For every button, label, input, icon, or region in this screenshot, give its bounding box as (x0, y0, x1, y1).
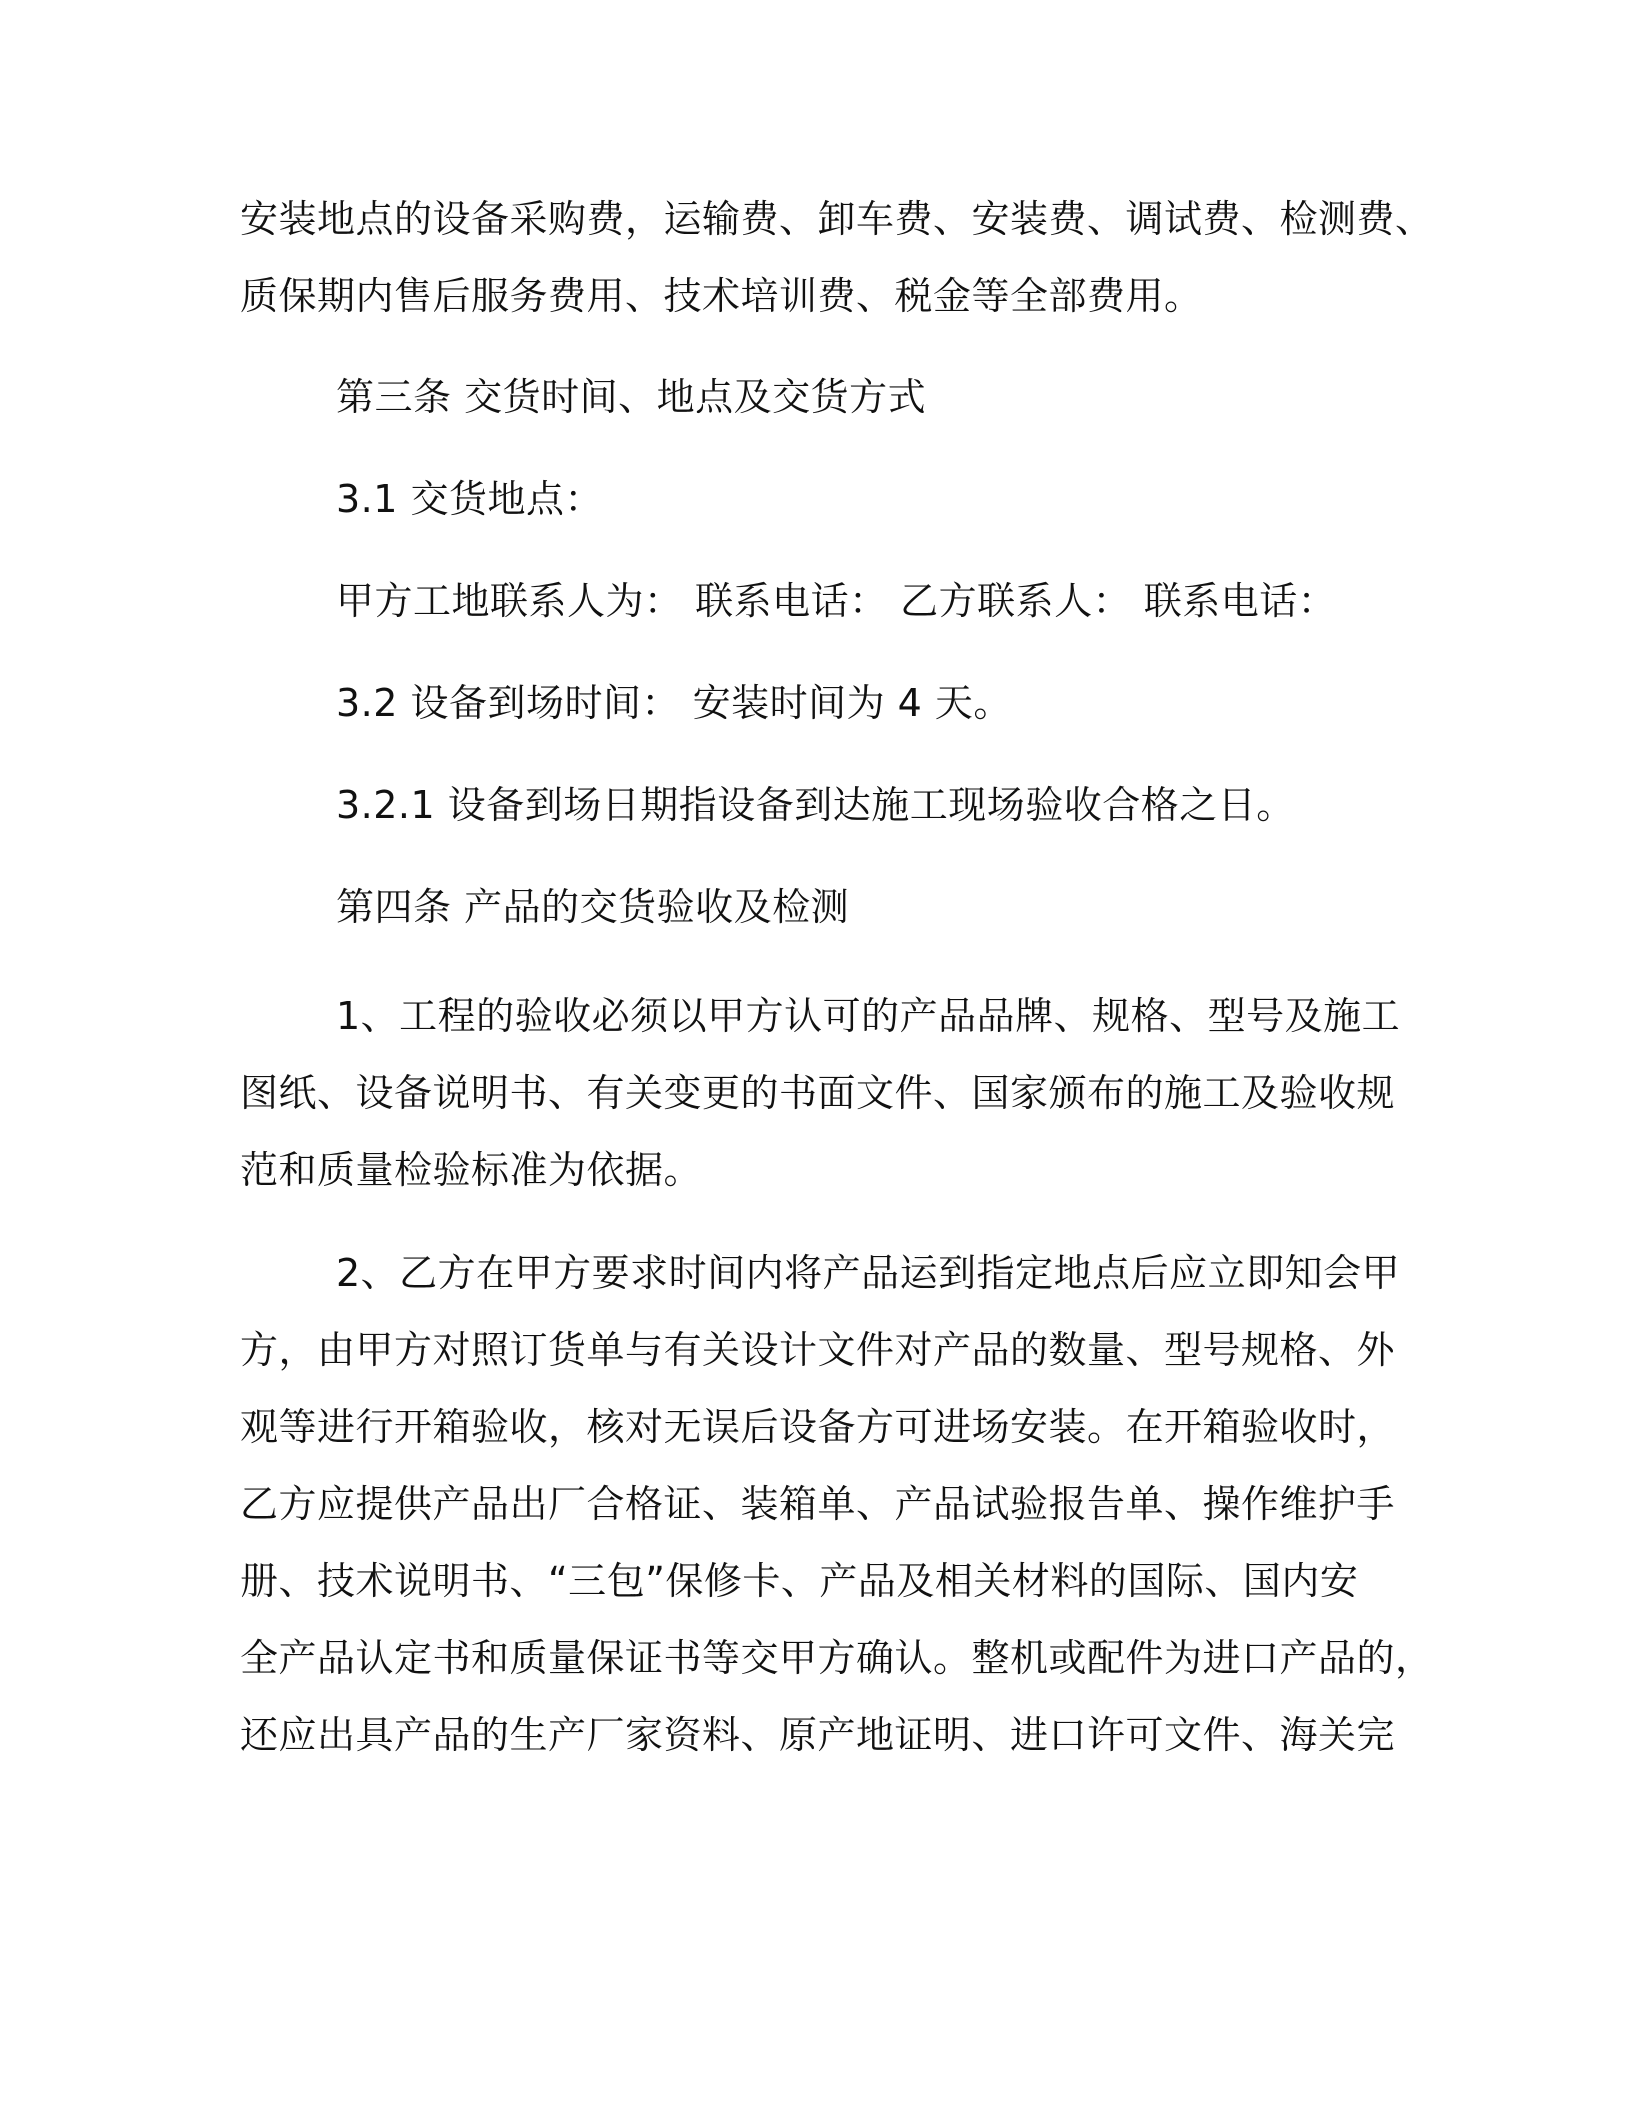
item-2-line-4: 乙方应提供产品出厂合格证、装箱单、产品试验报告单、操作维护手 (240, 1482, 1396, 1526)
item-2-line-2: 方，由甲方对照订货单与有关设计文件对产品的数量、型号规格、外 (240, 1328, 1396, 1372)
item-2-line-3: 观等进行开箱验收，核对无误后设备方可进场安装。在开箱验收时， (240, 1405, 1396, 1449)
text-line-1: 安装地点的设备采购费，运输费、卸车费、安装费、调试费、检测费、 (240, 197, 1434, 241)
item-1-line-2: 图纸、设备说明书、有关变更的书面文件、国家颁布的施工及验收规 (240, 1071, 1396, 1115)
clause-3-1: 3.1 交货地点： (336, 477, 604, 521)
item-2-line-6: 全产品认定书和质量保证书等交甲方确认。整机或配件为进口产品的， (240, 1636, 1434, 1680)
item-2-line-5: 册、技术说明书、“三包”保修卡、产品及相关材料的国际、国内安 (240, 1559, 1359, 1603)
text-line-2: 质保期内售后服务费用、技术培训费、税金等全部费用。 (240, 274, 1203, 318)
clause-3-2: 3.2 设备到场时间： 安装时间为 4 天。 (336, 681, 1012, 725)
contact-line: 甲方工地联系人为： 联系电话： 乙方联系人： 联系电话： (336, 579, 1337, 623)
section-heading-4: 第四条 产品的交货验收及检测 (336, 885, 850, 929)
item-2-line-1: 2、乙方在甲方要求时间内将产品运到指定地点后应立即知会甲 (336, 1251, 1401, 1295)
item-2-line-7: 还应出具产品的生产厂家资料、原产地证明、进口许可文件、海关完 (240, 1713, 1396, 1757)
clause-3-2-1: 3.2.1 设备到场日期指设备到达施工现场验收合格之日。 (336, 783, 1295, 827)
item-1-line-1: 1、工程的验收必须以甲方认可的产品品牌、规格、型号及施工 (336, 994, 1401, 1038)
section-heading-3: 第三条 交货时间、地点及交货方式 (336, 375, 927, 419)
item-1-line-3: 范和质量检验标准为依据。 (240, 1148, 703, 1192)
